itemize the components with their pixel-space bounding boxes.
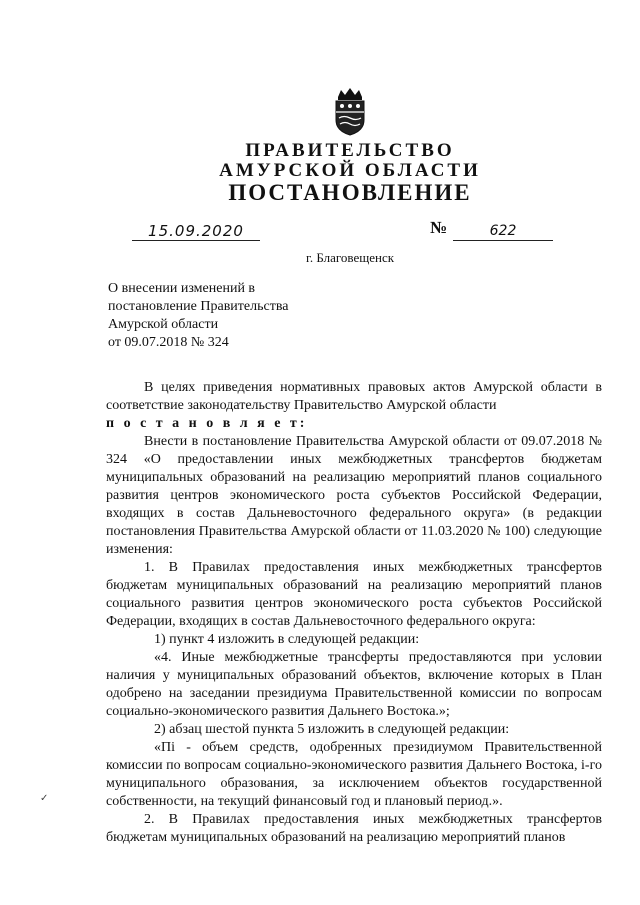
document-body xyxy=(106,379,602,847)
government-title-line2: АМУРСКОЙ ОБЛАСТИ xyxy=(219,160,481,181)
body-paragraph: 2) абзац шестой пункта 5 изложить в следующей редакции: xyxy=(154,722,510,737)
document-type-heading: ПОСТАНОВЛЕНИЕ xyxy=(228,180,472,205)
government-title-line1: ПРАВИТЕЛЬСТВО xyxy=(245,140,455,161)
document-date: 15.09.2020 xyxy=(132,222,260,241)
decree-word: п о с т а н о в л я е т: xyxy=(106,416,308,431)
subject-line: Амурской области xyxy=(108,317,219,332)
amur-region-coat-of-arms-icon xyxy=(330,88,370,136)
document-subject xyxy=(108,280,288,352)
document-number: 622 xyxy=(453,222,553,241)
body-paragraph: Внести в постановление Правительства Амурской области от 09.07.2018 № 324 «О предоставлении иных межбюджетных трансфертов бюджетам муниципальных образований на реализацию мероприятий планов социального развития центров экономического роста субъектов Российской Федерации, входящих в состав Дальневосточного федерального округа» (в редакции постановления Правительства Амурской области от 11.03.2020 № 100) следующие изменения: xyxy=(106,434,602,557)
subject-line: постановление Правительства xyxy=(108,299,289,314)
margin-mark: ✓ xyxy=(40,793,49,804)
subject-line: О внесении изменений в xyxy=(108,281,256,296)
number-sign: № xyxy=(430,218,448,237)
body-paragraph: «4. Иные межбюджетные трансферты предоставляются при условии наличия у муниципальных образований объектов, включение которых в План одобрено на заседании президиума Правительственной комиссии по вопросам социально-экономического развития Дальнего Востока.»; xyxy=(106,650,602,719)
city-line: г. Благовещенск xyxy=(305,250,395,265)
body-paragraph: 2. В Правилах предоставления иных межбюджетных трансфертов бюджетам муниципальных образований на реализацию мероприятий планов xyxy=(106,812,602,845)
body-paragraph: 1. В Правилах предоставления иных межбюджетных трансфертов бюджетам муниципальных образований на реализацию мероприятий планов социального развития центров экономического роста субъектов Российской Федерации, входящих в состав Дальневосточного федерального округа: xyxy=(106,560,602,629)
preamble-paragraph: В целях приведения нормативных правовых актов Амурской области в соответствие законодательству Правительство Амурской области xyxy=(106,380,602,413)
body-paragraph: «Пi - объем средств, одобренных президиумом Правительственной комиссии по вопросам социально-экономического развития Дальнего Востока, i-го муниципального образования, за исключением объектов государственной собственности, на текущий финансовый год и плановый период.». xyxy=(106,740,602,809)
body-paragraph: 1) пункт 4 изложить в следующей редакции: xyxy=(154,632,420,647)
subject-line: от 09.07.2018 № 324 xyxy=(108,335,229,350)
